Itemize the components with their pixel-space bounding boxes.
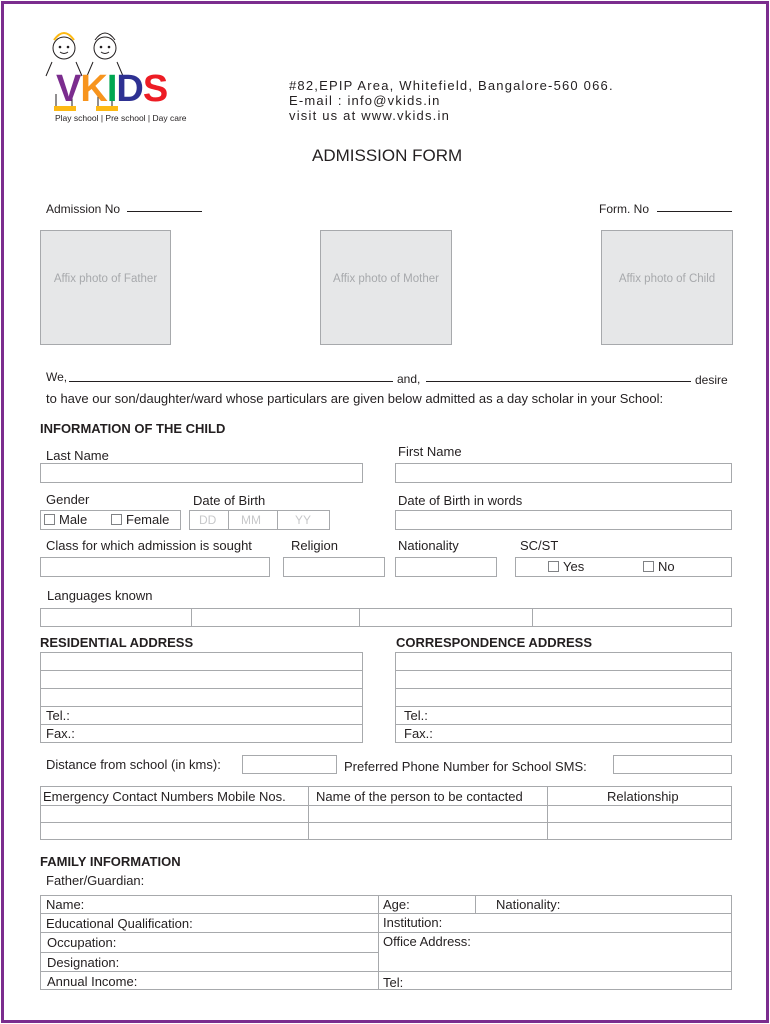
languages-label: Languages known — [47, 588, 153, 603]
form-no-field[interactable] — [657, 211, 732, 212]
guardian-label: Father/Guardian: — [46, 873, 145, 888]
scst-no-checkbox[interactable] — [643, 561, 654, 572]
correspondence-fax[interactable] — [395, 724, 732, 743]
and-label: and, — [397, 372, 421, 386]
dob-words-label: Date of Birth in words — [398, 493, 523, 508]
first-name-input[interactable] — [395, 463, 732, 483]
emergency-row2-name[interactable] — [308, 822, 548, 840]
male-option[interactable]: Male — [44, 512, 87, 527]
family-name-field[interactable] — [40, 895, 379, 914]
logo-letter-s: S — [142, 68, 168, 110]
correspondence-line-2[interactable] — [395, 670, 732, 689]
sms-phone-input[interactable] — [613, 755, 732, 774]
correspondence-tel-label: Tel.: — [404, 708, 428, 723]
female-option[interactable]: Female — [111, 512, 169, 527]
correspondence-line-3[interactable] — [395, 688, 732, 707]
school-email: E-mail : info@vkids.in — [289, 93, 441, 108]
declaration-text: to have our son/daughter/ward whose particulars are given below admitted as a day scholar in your School: — [46, 391, 664, 406]
desire-label: desire — [695, 373, 728, 387]
residential-line-3[interactable] — [40, 688, 363, 707]
dob-words-input[interactable] — [395, 510, 732, 530]
family-tel-field[interactable] — [378, 971, 732, 990]
dob-day-placeholder: DD — [199, 513, 217, 527]
first-name-label: First Name — [398, 444, 462, 459]
child-section-title: INFORMATION OF THE CHILD — [40, 421, 226, 436]
correspondence-line-1[interactable] — [395, 652, 732, 671]
family-nationality-label: Nationality: — [496, 897, 561, 912]
residential-line-2[interactable] — [40, 670, 363, 689]
language-input-3[interactable] — [359, 608, 533, 627]
parent2-name-field[interactable] — [426, 381, 691, 382]
male-checkbox[interactable] — [44, 514, 55, 525]
emergency-row2-phone[interactable] — [40, 822, 309, 840]
parent1-name-field[interactable] — [69, 381, 393, 382]
emergency-row1-phone[interactable] — [40, 805, 309, 823]
logo-letter-k: K — [80, 68, 107, 110]
family-income-label: Annual Income: — [47, 974, 138, 989]
last-name-input[interactable] — [40, 463, 363, 483]
logo-letter-v: V — [56, 68, 81, 110]
female-checkbox[interactable] — [111, 514, 122, 525]
scst-no-option[interactable]: No — [643, 559, 675, 574]
residential-line-1[interactable] — [40, 652, 363, 671]
school-address: #82,EPIP Area, Whitefield, Bangalore-560 066. — [289, 78, 614, 93]
sms-phone-label: Preferred Phone Number for School SMS: — [344, 759, 587, 774]
distance-input[interactable] — [242, 755, 337, 774]
distance-label: Distance from school (in kms): — [46, 757, 221, 772]
vkids-logo — [38, 24, 218, 124]
emergency-col2-label: Name of the person to be contacted — [316, 789, 523, 804]
family-name-label: Name: — [46, 897, 85, 912]
logo-letter-d: D — [116, 68, 143, 110]
nationality-label: Nationality — [398, 538, 459, 553]
religion-label: Religion — [291, 538, 338, 553]
logo-tagline: Play school | Pre school | Day care — [55, 113, 187, 123]
father-photo-box[interactable]: Affix photo of Father — [40, 230, 171, 345]
logo-letter-i: I — [106, 68, 117, 110]
correspondence-fax-label: Fax.: — [404, 726, 433, 741]
family-office-address-label: Office Address: — [383, 934, 471, 949]
scst-label: SC/ST — [520, 538, 559, 553]
language-input-1[interactable] — [40, 608, 192, 627]
page-title: ADMISSION FORM — [312, 146, 463, 165]
school-website: visit us at www.vkids.in — [289, 108, 451, 123]
we-label: We, — [46, 370, 68, 384]
mother-photo-box[interactable]: Affix photo of Mother — [320, 230, 452, 345]
scst-yes-option[interactable]: Yes — [548, 559, 584, 574]
correspondence-title: CORRESPONDENCE ADDRESS — [396, 635, 592, 650]
scst-yes-checkbox[interactable] — [548, 561, 559, 572]
emergency-col1-label: Emergency Contact Numbers Mobile Nos. — [43, 789, 286, 804]
family-institution-label: Institution: — [383, 915, 443, 930]
residential-title: RESIDENTIAL ADDRESS — [40, 635, 194, 650]
last-name-label: Last Name — [46, 448, 109, 463]
language-input-4[interactable] — [532, 608, 732, 627]
emergency-row2-relation[interactable] — [547, 822, 732, 840]
residential-tel-label: Tel.: — [46, 708, 70, 723]
form-no-label: Form. No — [599, 202, 650, 216]
family-designation-label: Designation: — [47, 955, 120, 970]
residential-tel[interactable] — [40, 706, 363, 725]
child-photo-box[interactable]: Affix photo of Child — [601, 230, 733, 345]
dob-label: Date of Birth — [193, 493, 266, 508]
dob-year-placeholder: YY — [295, 513, 312, 527]
correspondence-tel[interactable] — [395, 706, 732, 725]
family-tel-label: Tel: — [383, 975, 404, 990]
emergency-col3-label: Relationship — [607, 789, 679, 804]
emergency-row1-name[interactable] — [308, 805, 548, 823]
language-input-2[interactable] — [191, 608, 360, 627]
admission-no-label: Admission No — [46, 202, 121, 216]
dob-month-placeholder: MM — [241, 513, 261, 527]
family-education-label: Educational Qualification: — [46, 916, 193, 931]
class-input[interactable] — [40, 557, 270, 577]
nationality-input[interactable] — [395, 557, 497, 577]
family-section-title: FAMILY INFORMATION — [40, 854, 181, 869]
family-occupation-label: Occupation: — [47, 935, 117, 950]
emergency-row1-relation[interactable] — [547, 805, 732, 823]
gender-label: Gender — [46, 492, 90, 507]
residential-fax[interactable] — [40, 724, 363, 743]
residential-fax-label: Fax.: — [46, 726, 75, 741]
family-age-label: Age: — [383, 897, 410, 912]
class-label: Class for which admission is sought — [46, 538, 252, 553]
religion-input[interactable] — [283, 557, 385, 577]
admission-no-field[interactable] — [127, 211, 202, 212]
